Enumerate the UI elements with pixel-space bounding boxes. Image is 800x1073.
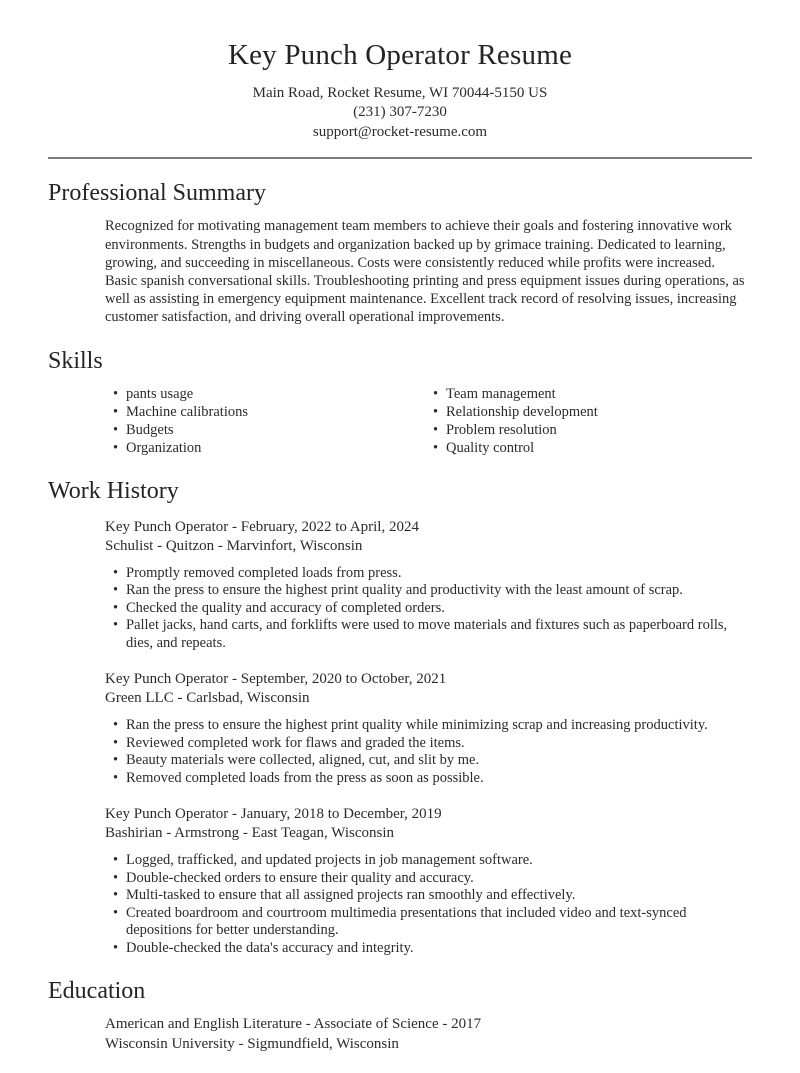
job-entry <box>105 805 748 957</box>
skills-list-left <box>105 385 425 457</box>
skill-item: • pants usage <box>105 385 425 403</box>
job-bullet-list <box>105 852 748 957</box>
job-bullet: • Created boardroom and courtroom multimedia presentations that included video and text-synced depositions for better understanding. <box>105 905 748 940</box>
resume-header <box>0 38 800 159</box>
skill-item: • Machine calibrations <box>105 403 425 421</box>
contact-info <box>0 84 800 143</box>
job-bullet: • Promptly removed completed loads from press. <box>105 565 748 583</box>
skill-item: • Relationship development <box>425 403 748 421</box>
job-bullet: • Ran the press to ensure the highest print quality while minimizing scrap and increasing productivity. <box>105 717 748 735</box>
contact-phone: (231) 307-7230 <box>353 104 447 121</box>
contact-address: Main Road, Rocket Resume, WI 70044-5150 US <box>252 84 548 101</box>
job-bullet: • Reviewed completed work for flaws and graded the items. <box>105 735 748 753</box>
section-heading-work-history: Work History <box>48 477 179 504</box>
resume-page <box>0 38 800 1073</box>
skill-item: • Budgets <box>105 421 425 439</box>
education-entry <box>105 1015 748 1054</box>
section-professional-summary <box>0 178 800 326</box>
job-company-line: Bashirian - Armstrong - East Teagan, Wisconsin <box>105 825 394 842</box>
skill-item: • Team management <box>425 385 748 403</box>
section-education <box>0 976 800 1054</box>
job-bullet: • Double-checked the data's accuracy and integrity. <box>105 940 748 958</box>
section-heading-professional-summary: Professional Summary <box>48 180 266 207</box>
job-bullet: • Double-checked orders to ensure their quality and accuracy. <box>105 870 748 888</box>
job-bullet: • Removed completed loads from the press as soon as possible. <box>105 770 748 788</box>
job-entry <box>105 518 748 653</box>
job-title-line: Key Punch Operator - September, 2020 to October, 2021 <box>105 671 447 688</box>
skill-item: • Quality control <box>425 439 748 457</box>
job-title-line: Key Punch Operator - January, 2018 to December, 2019 <box>105 806 442 823</box>
job-company-line: Green LLC - Carlsbad, Wisconsin <box>105 690 310 707</box>
skill-item: • Organization <box>105 439 425 457</box>
job-bullet: • Logged, trafficked, and updated projects in job management software. <box>105 852 748 870</box>
resume-title: Key Punch Operator Resume <box>227 39 573 71</box>
section-heading-skills: Skills <box>48 347 103 374</box>
job-bullet: • Pallet jacks, hand carts, and forklifts were used to move materials and fixtures such as paperboard rolls, dies, and repeats. <box>105 617 748 652</box>
header-divider <box>48 157 752 159</box>
education-school-line: Wisconsin University - Sigmundfield, Wisconsin <box>105 1035 399 1052</box>
contact-email: support@rocket-resume.com <box>312 123 488 140</box>
skill-item: • Problem resolution <box>425 421 748 439</box>
summary-text: Recognized for motivating management team members to achieve their goals and fostering innovative work environments. Strengths in budgets and organization backed up by grimace training. Dedicated to learning, growing, and succeeding in miscellaneous. Costs were consistently reduced while profits were increased. Basic spanish conversational skills. Troubleshooting printing and press equipment issues during operations, as well as assisting in emergency equipment maintenance. Excellent track record of resolving issues, increasing customer satisfaction, and driving overall operational improvements. <box>105 218 745 326</box>
section-skills <box>0 346 800 457</box>
job-bullet: • Ran the press to ensure the highest print quality and productivity with the least amount of scrap. <box>105 582 748 600</box>
job-title-line: Key Punch Operator - February, 2022 to April, 2024 <box>105 518 419 535</box>
job-bullet: • Checked the quality and accuracy of completed orders. <box>105 600 748 618</box>
work-history-entries <box>105 518 748 958</box>
job-bullet: • Multi-tasked to ensure that all assigned projects ran smoothly and effectively. <box>105 887 748 905</box>
skills-columns <box>105 385 748 457</box>
job-bullet-list <box>105 717 748 787</box>
education-degree-line: American and English Literature - Associate of Science - 2017 <box>105 1016 482 1033</box>
job-company-line: Schulist - Quitzon - Marvinfort, Wisconsin <box>105 537 363 554</box>
section-heading-education: Education <box>48 978 146 1005</box>
job-bullet-list <box>105 565 748 653</box>
skills-list-right <box>425 385 748 457</box>
section-work-history <box>0 476 800 958</box>
job-entry <box>105 670 748 787</box>
job-bullet: • Beauty materials were collected, aligned, cut, and slit by me. <box>105 752 748 770</box>
